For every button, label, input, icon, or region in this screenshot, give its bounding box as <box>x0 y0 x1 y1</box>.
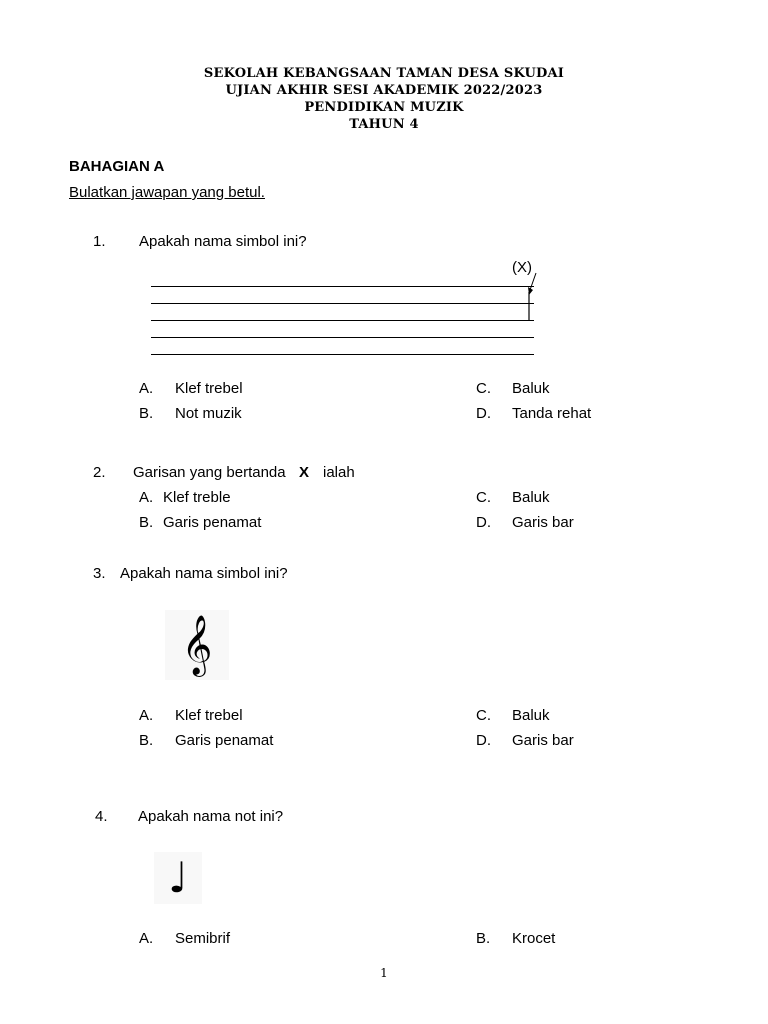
question-text-after: ialah <box>323 464 355 481</box>
school-name: SEKOLAH KEBANGSAAN TAMAN DESA SKUDAI <box>203 66 565 81</box>
question-number: 4. <box>95 808 108 825</box>
option-c-text[interactable]: Baluk <box>512 707 550 724</box>
question-text: Apakah nama simbol ini? <box>139 233 307 250</box>
option-a-text[interactable]: Semibrif <box>175 930 231 947</box>
staff-line <box>151 303 534 304</box>
option-a-letter[interactable]: A. <box>139 707 154 724</box>
staff-line <box>151 354 534 355</box>
staff-line <box>151 337 534 338</box>
bar-line-arrow-icon <box>520 270 544 324</box>
option-a-text[interactable]: Klef treble <box>163 489 231 506</box>
option-a-letter[interactable]: A. <box>139 380 154 397</box>
option-b-letter[interactable]: B. <box>139 514 154 531</box>
question-marker: X <box>299 464 310 481</box>
exam-title: UJIAN AKHIR SESI AKADEMIK 2022/2023 <box>225 83 543 98</box>
question-text: Apakah nama simbol ini? <box>120 565 288 582</box>
option-d-letter[interactable]: D. <box>476 405 491 422</box>
option-b-text[interactable]: Krocet <box>512 930 556 947</box>
option-d-text[interactable]: Garis bar <box>512 732 574 749</box>
option-b-letter[interactable]: B. <box>139 732 154 749</box>
staff-line <box>151 320 534 321</box>
option-d-letter[interactable]: D. <box>476 514 491 531</box>
option-c-text[interactable]: Baluk <box>512 380 550 397</box>
option-c-text[interactable]: Baluk <box>512 489 550 506</box>
option-b-letter[interactable]: B. <box>139 405 154 422</box>
figure-label: (X) <box>512 259 532 276</box>
question-text: Apakah nama not ini? <box>138 808 284 825</box>
treble-clef-icon: 𝄞 <box>181 615 213 675</box>
option-c-letter[interactable]: C. <box>476 489 491 506</box>
option-c-letter[interactable]: C. <box>476 380 491 397</box>
year-title: TAHUN 4 <box>349 117 419 132</box>
question-number: 1. <box>93 233 106 250</box>
treble-clef-image <box>165 610 229 680</box>
option-d-text[interactable]: Garis bar <box>512 514 574 531</box>
staff-line <box>151 286 534 287</box>
option-a-letter[interactable]: A. <box>139 930 154 947</box>
option-b-text[interactable]: Garis penamat <box>175 732 274 749</box>
option-a-text[interactable]: Klef trebel <box>175 380 243 397</box>
crotchet-note-image <box>154 852 202 904</box>
question-number: 2. <box>93 464 106 481</box>
section-title: BAHAGIAN A <box>69 158 165 175</box>
section-instruction: Bulatkan jawapan yang betul. <box>69 184 265 201</box>
option-b-text[interactable]: Not muzik <box>175 405 242 422</box>
option-d-text[interactable]: Tanda rehat <box>512 405 592 422</box>
option-b-letter[interactable]: B. <box>476 930 491 947</box>
subject-title: PENDIDIKAN MUZIK <box>304 100 464 115</box>
option-a-text[interactable]: Klef trebel <box>175 707 243 724</box>
option-a-letter[interactable]: A. <box>139 489 154 506</box>
page-number: 1 <box>380 966 388 980</box>
crotchet-note-icon: ♩ <box>168 853 188 902</box>
question-number: 3. <box>93 565 106 582</box>
question-text-before: Garisan yang bertanda <box>133 464 286 481</box>
option-d-letter[interactable]: D. <box>476 732 491 749</box>
option-c-letter[interactable]: C. <box>476 707 491 724</box>
option-b-text[interactable]: Garis penamat <box>163 514 262 531</box>
